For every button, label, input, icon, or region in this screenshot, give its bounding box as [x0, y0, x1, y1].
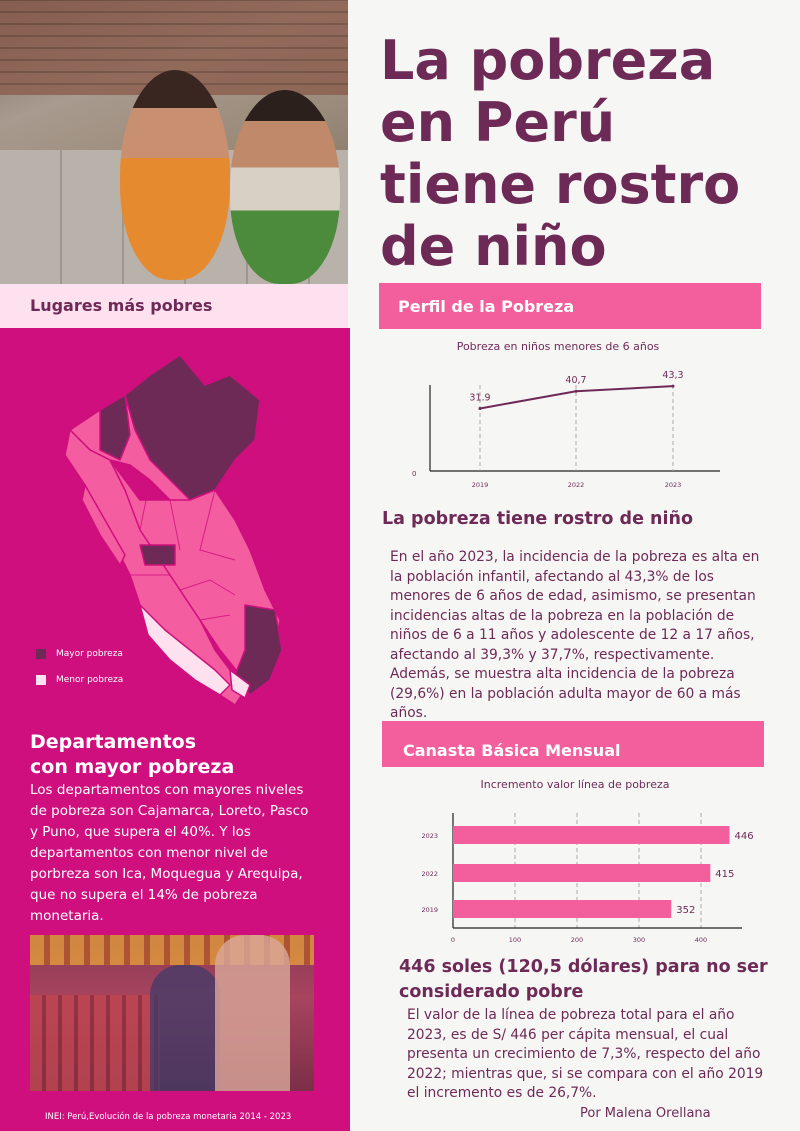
- line-chart-point: [575, 390, 578, 393]
- dept-title-line-2: con mayor pobreza: [30, 756, 235, 778]
- legend-menor-swatch: [36, 675, 46, 685]
- bar-chart-x-tick-label: 300: [632, 936, 646, 944]
- bar-chart: [380, 795, 780, 950]
- bar-chart-bar: [453, 864, 710, 882]
- perfil-section-title: La pobreza tiene rostro de niño: [382, 509, 693, 529]
- peru-map: [30, 350, 290, 720]
- lugares-header: [0, 284, 348, 328]
- source-note: INEI: Perú,Evolución de la pobreza monetaria 2014 - 2023: [45, 1112, 292, 1122]
- bar-chart-x-tick-label: 100: [508, 936, 522, 944]
- line-chart-y-min-label: 0: [412, 470, 417, 478]
- bar-chart-x-tick-label: 200: [570, 936, 584, 944]
- bar-chart-category-label: 2022: [421, 870, 438, 878]
- line-chart-x-tick-label: 2022: [567, 481, 585, 489]
- line-chart-data-label: 31.9: [469, 392, 491, 404]
- line-chart-series-line: [480, 386, 673, 408]
- author: Por Malena Orellana: [580, 1106, 711, 1121]
- bar-chart-bar: [453, 900, 671, 918]
- bar-chart-data-label: 415: [715, 869, 735, 880]
- line-chart-data-label: 43,3: [662, 370, 684, 382]
- legend-mayor-swatch: [36, 649, 46, 659]
- bar-chart-x-tick-label: 400: [694, 936, 708, 944]
- legend-menor-label: Menor pobreza: [56, 675, 124, 685]
- perfil-header-label: Perfil de la Pobreza: [398, 297, 575, 316]
- line-chart-data-label: 40,7: [565, 375, 587, 387]
- children-photo: [0, 0, 348, 284]
- canasta-section-title: [399, 955, 779, 1005]
- title-line-3: tiene rostro: [380, 153, 741, 216]
- dept-text: Los departamentos con mayores niveles de pobreza son Cajamarca, Loreto, Pasco y Puno, que supera el 40%. Y los departamentos con menor nivel de porbreza son Ica, Moquegua y Arequipa, que no supera el 14% de pobreza monetaria.: [30, 782, 309, 924]
- bar-chart-data-label: 352: [676, 905, 696, 916]
- market-photo: [30, 935, 314, 1091]
- page-title: [380, 30, 790, 278]
- bar-chart-bar: [453, 826, 730, 844]
- line-chart-point: [479, 407, 482, 410]
- dept-title-line-1: Departamentos: [30, 731, 197, 753]
- line-chart-x-tick-label: 2019: [471, 481, 489, 489]
- dept-title: [30, 730, 330, 780]
- line-chart-x-tick-label: 2023: [664, 481, 682, 489]
- canasta-header-label: Canasta Básica Mensual: [403, 741, 621, 760]
- perfil-header: [379, 283, 761, 329]
- legend-mayor-label: Mayor pobreza: [56, 649, 123, 659]
- canasta-text: El valor de la línea de pobreza total para el año 2023, es de S/ 446 per cápita mensual, el cual presenta un crecimiento de 7,3%, respecto del año 2022; mientras que, si se compara con el año 2019 el incremento es de 26,7%.: [407, 1007, 764, 1101]
- canasta-section-title-line-2: considerado pobre: [399, 982, 584, 1002]
- bar-chart-data-label: 446: [734, 831, 754, 842]
- bar-chart-title: Incremento valor línea de pobreza: [480, 778, 670, 791]
- canasta-header: [382, 721, 764, 767]
- line-chart: [380, 360, 760, 495]
- lugares-header-label: Lugares más pobres: [30, 296, 213, 315]
- bar-chart-category-label: 2023: [421, 832, 438, 840]
- perfil-text: En el año 2023, la incidencia de la pobreza es alta en la población infantil, afectando al 43,3% de los menores de 6 años de edad, asimismo, se presentan incidencias altas de la pobreza en la población de niños de 6 a 11 años y adolescente de 12 a 17 años, afectando al 39,3% y 37,7%, respectivamente. Además, se muestra alta incidencia de la pobreza (29,6%) en la población adulta mayor de 60 a más años.: [390, 549, 760, 721]
- title-line-4: de niño: [380, 215, 607, 278]
- title-line-1: La pobreza: [380, 29, 716, 92]
- title-line-2: en Perú: [380, 91, 616, 154]
- line-chart-title: Pobreza en niños menores de 6 años: [456, 340, 660, 353]
- canasta-section-title-line-1: 446 soles (120,5 dólares) para no ser: [399, 957, 768, 977]
- line-chart-point: [672, 385, 675, 388]
- bar-chart-category-label: 2019: [421, 906, 438, 914]
- bar-chart-x-tick-label: 0: [450, 936, 456, 944]
